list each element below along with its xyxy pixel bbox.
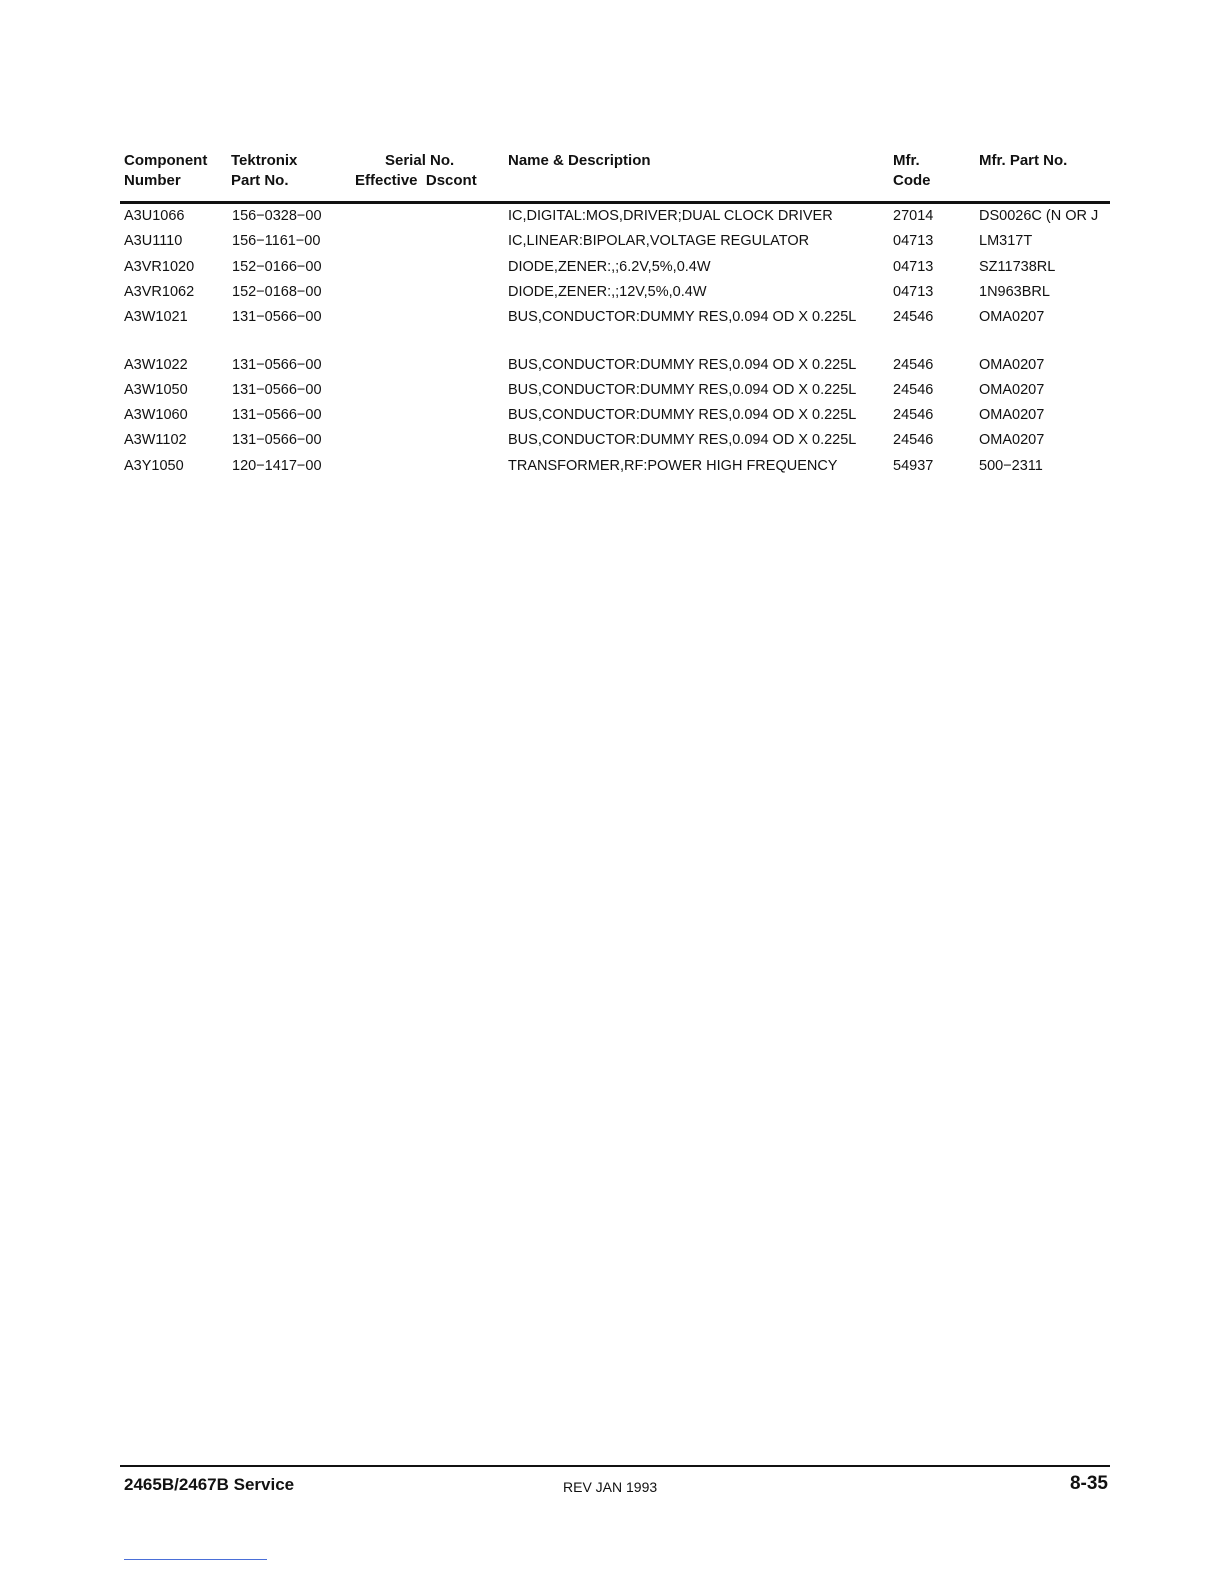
component-number: A3U1066 [124, 208, 185, 224]
header-mfr-part-no [979, 151, 1067, 171]
tektronix-part-no: 156−0328−00 [232, 208, 322, 224]
tektronix-part-no: 156−1161−00 [232, 233, 321, 249]
header-name-description [508, 151, 651, 171]
component-number: A3U1110 [124, 233, 183, 249]
table-row [0, 405, 1224, 425]
name-description: TRANSFORMER,RF:POWER HIGH FREQUENCY [508, 458, 838, 474]
component-number: A3VR1020 [124, 259, 195, 275]
name-description: BUS,CONDUCTOR:DUMMY RES,0.094 OD X 0.225L [508, 357, 857, 373]
header-component-line2: Number [124, 172, 181, 189]
header-description-line1: Name & Description [508, 152, 651, 169]
component-number: A3W1050 [124, 382, 188, 398]
table-row [0, 355, 1224, 375]
tektronix-part-no: 131−0566−00 [232, 309, 322, 325]
header-mfr-code [893, 151, 931, 191]
name-description: BUS,CONDUCTOR:DUMMY RES,0.094 OD X 0.225L [508, 382, 857, 398]
component-number: A3Y1050 [124, 458, 184, 474]
mfr-part-no: 1N963BRL [979, 284, 1050, 300]
mfr-code: 24546 [893, 407, 934, 423]
mfr-part-no: OMA0207 [979, 432, 1045, 448]
tektronix-part-no: 131−0566−00 [232, 407, 322, 423]
header-mfr-code-line2: Code [893, 172, 931, 189]
header-tektronix-line1: Tektronix [231, 152, 298, 169]
table-row [0, 282, 1224, 302]
header-component-line1: Component [124, 152, 208, 169]
header-tektronix-line2: Part No. [231, 172, 289, 189]
component-number: A3VR1062 [124, 284, 195, 300]
mfr-part-no: LM317T [979, 233, 1033, 249]
tektronix-part-no: 131−0566−00 [232, 432, 322, 448]
mfr-code: 54937 [893, 458, 934, 474]
component-number: A3W1060 [124, 407, 188, 423]
tektronix-part-no: 131−0566−00 [232, 382, 322, 398]
name-description: BUS,CONDUCTOR:DUMMY RES,0.094 OD X 0.225L [508, 309, 857, 325]
table-row [0, 380, 1224, 400]
component-number: A3W1022 [124, 357, 188, 373]
header-component-number [124, 151, 207, 191]
name-description: IC,DIGITAL:MOS,DRIVER;DUAL CLOCK DRIVER [508, 208, 833, 224]
table-row [0, 206, 1224, 226]
mfr-code: 04713 [893, 233, 934, 249]
mfr-part-no: DS0026C (N OR J [979, 208, 1099, 224]
name-description: DIODE,ZENER:,;6.2V,5%,0.4W [508, 259, 711, 275]
mfr-code: 24546 [893, 357, 934, 373]
footer-page-number: 8-35 [1069, 1473, 1108, 1494]
mfr-code: 04713 [893, 259, 934, 275]
header-serial-line2: Effective Dscont [355, 172, 477, 189]
mfr-part-no: OMA0207 [979, 382, 1045, 398]
bottom-link-underline [124, 1559, 267, 1560]
mfr-code: 04713 [893, 284, 934, 300]
header-divider [120, 201, 1110, 204]
table-row [0, 257, 1224, 277]
header-tektronix-part [231, 151, 297, 191]
mfr-part-no: OMA0207 [979, 357, 1045, 373]
mfr-part-no: OMA0207 [979, 309, 1045, 325]
mfr-part-no: SZ11738RL [979, 259, 1056, 275]
mfr-code: 24546 [893, 382, 934, 398]
footer-manual-title: 2465B/2467B Service [124, 1475, 295, 1494]
header-serial-line1: Serial No. [385, 152, 455, 169]
name-description: IC,LINEAR:BIPOLAR,VOLTAGE REGULATOR [508, 233, 810, 249]
component-number: A3W1102 [124, 432, 187, 448]
component-number: A3W1021 [124, 309, 188, 325]
name-description: DIODE,ZENER:,;12V,5%,0.4W [508, 284, 707, 300]
name-description: BUS,CONDUCTOR:DUMMY RES,0.094 OD X 0.225L [508, 407, 857, 423]
mfr-part-no: OMA0207 [979, 407, 1045, 423]
footer-revision: REV JAN 1993 [563, 1479, 658, 1495]
mfr-part-no: 500−2311 [979, 458, 1043, 474]
tektronix-part-no: 120−1417−00 [232, 458, 322, 474]
name-description: BUS,CONDUCTOR:DUMMY RES,0.094 OD X 0.225L [508, 432, 857, 448]
mfr-code: 24546 [893, 432, 934, 448]
table-row [0, 231, 1224, 251]
table-row [0, 456, 1224, 476]
table-row [0, 307, 1224, 327]
header-mfr-code-line1: Mfr. [893, 152, 920, 169]
table-row [0, 430, 1224, 450]
tektronix-part-no: 152−0166−00 [232, 259, 322, 275]
mfr-code: 27014 [893, 208, 934, 224]
tektronix-part-no: 131−0566−00 [232, 357, 322, 373]
tektronix-part-no: 152−0168−00 [232, 284, 322, 300]
mfr-code: 24546 [893, 309, 934, 325]
footer-divider [120, 1465, 1110, 1467]
header-mfr-part-line1: Mfr. Part No. [979, 152, 1068, 169]
header-serial-no [355, 151, 477, 191]
